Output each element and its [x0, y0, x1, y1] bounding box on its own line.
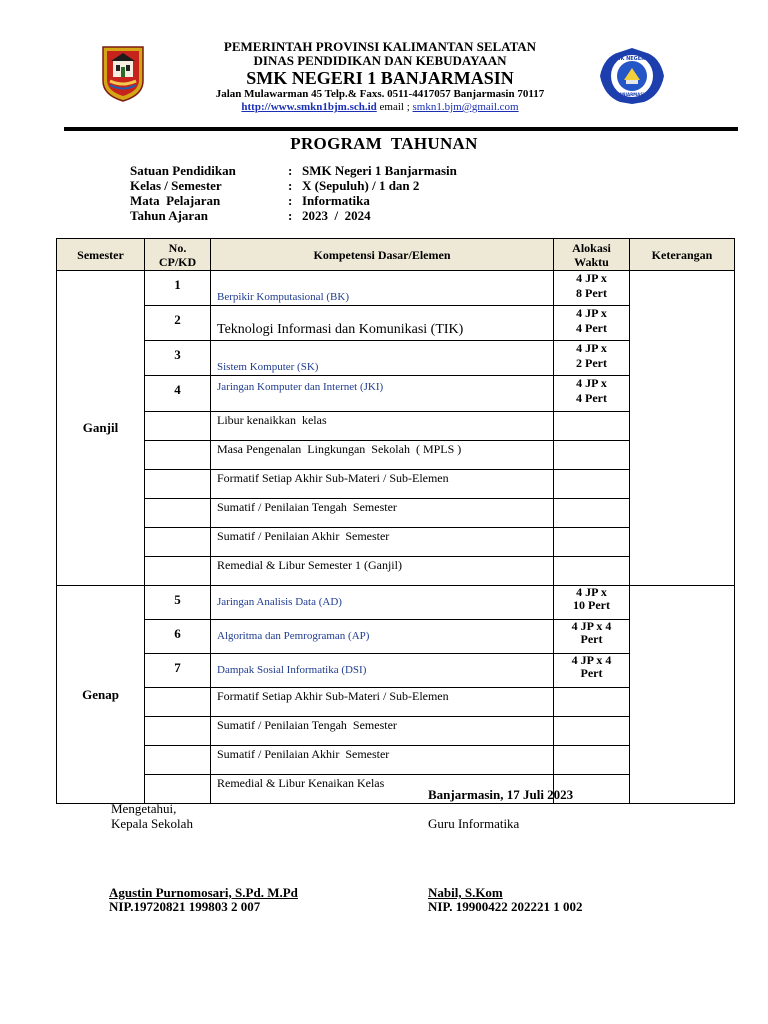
- school-address: Jalan Mulawarman 45 Telp.& Faxs. 0511-4417057 Banjarmasin 70117: [215, 88, 545, 100]
- emblem-top-text: SMK NEGERI 1: [611, 56, 653, 62]
- row-alokasi: [554, 306, 630, 341]
- row-no: 1: [145, 271, 211, 306]
- info-row: [130, 163, 457, 178]
- left-signer-name: Agustin Purnomosari, S.Pd. M.Pd: [109, 885, 298, 900]
- row-alokasi: [554, 557, 630, 586]
- row-no: 7: [145, 654, 211, 688]
- al-line2: 8 Pert: [576, 286, 607, 300]
- info-row: [130, 208, 457, 223]
- info-value: SMK Negeri 1 Banjarmasin: [302, 163, 457, 178]
- right-signer-role: Guru Informatika: [428, 816, 520, 831]
- row-no: 3: [145, 341, 211, 376]
- school-name: SMK NEGERI 1 BANJARMASIN: [246, 68, 514, 88]
- table-row: [57, 586, 735, 620]
- semester-ganjil: Ganjil: [57, 271, 145, 586]
- program-table: [56, 238, 735, 804]
- row-no: 2: [145, 306, 211, 341]
- row-kd: Formatif Setiap Akhir Sub-Materi / Sub-Elemen: [211, 688, 554, 717]
- row-alokasi: [554, 412, 630, 441]
- row-no: [145, 717, 211, 746]
- header-no-line2: CP/KD: [158, 254, 197, 269]
- info-value: X (Sepuluh) / 1 dan 2: [302, 178, 420, 193]
- row-kd: Sumatif / Penilaian Tengah Semester: [211, 499, 554, 528]
- al-line1: 4 JP x: [576, 376, 607, 390]
- left-signer-nip: NIP.19720821 199803 2 007: [109, 899, 261, 914]
- row-alokasi: [554, 717, 630, 746]
- row-no: [145, 499, 211, 528]
- right-signer-name: Nabil, S.Kom: [428, 885, 503, 900]
- header-al-line2: Waktu: [574, 254, 609, 269]
- row-alokasi: [554, 620, 630, 654]
- header-kd: Kompetensi Dasar/Elemen: [211, 239, 554, 271]
- row-no: 4: [145, 376, 211, 412]
- row-kd: Sumatif / Penilaian Tengah Semester: [211, 717, 554, 746]
- al-line1: 4 JP x: [576, 306, 607, 320]
- table-row: [57, 271, 735, 306]
- row-alokasi: [554, 688, 630, 717]
- row-no: [145, 441, 211, 470]
- info-row: [130, 193, 457, 208]
- al-line2: 2 Pert: [576, 356, 607, 370]
- row-no: [145, 412, 211, 441]
- info-value: Informatika: [302, 193, 370, 208]
- row-kd: Sumatif / Penilaian Akhir Semester: [211, 528, 554, 557]
- row-alokasi: [554, 271, 630, 306]
- header-semester: Semester: [57, 239, 145, 271]
- website-link[interactable]: http://www.smkn1bjm.sch.id: [241, 101, 377, 113]
- al-line1: 4 JP x 4: [571, 619, 612, 633]
- info-sep: :: [288, 178, 293, 193]
- row-no: [145, 688, 211, 717]
- al-line2: 4 Pert: [576, 321, 607, 335]
- header-no-line1: No.: [168, 240, 187, 255]
- row-kd: Jaringan Analisis Data (AD): [211, 586, 554, 620]
- al-line2: 10 Pert: [573, 598, 610, 612]
- header-al-line1: Alokasi: [572, 240, 611, 255]
- keterangan-ganjil: [630, 271, 735, 586]
- info-label: Tahun Ajaran: [130, 208, 208, 223]
- contact-line: [140, 102, 620, 114]
- row-alokasi: [554, 376, 630, 412]
- header-keterangan: Keterangan: [630, 239, 735, 271]
- header-line1: PEMERINTAH PROVINSI KALIMANTAN SELATAN: [223, 39, 537, 54]
- al-line1: 4 JP x: [576, 341, 607, 355]
- row-kd: Sumatif / Penilaian Akhir Semester: [211, 746, 554, 775]
- keterangan-genap: [630, 586, 735, 804]
- row-no: [145, 775, 211, 804]
- row-alokasi: [554, 441, 630, 470]
- email-link[interactable]: smkn1.bjm@gmail.com: [412, 101, 519, 113]
- info-row: [130, 178, 457, 193]
- row-kd: Libur kenaikkan kelas: [211, 412, 554, 441]
- header-line2: DINAS PENDIDIKAN DAN KEBUDAYAAN: [253, 53, 507, 68]
- row-no: [145, 528, 211, 557]
- row-kd: Formatif Setiap Akhir Sub-Materi / Sub-Elemen: [211, 470, 554, 499]
- al-line2: 4 Pert: [576, 391, 607, 405]
- row-no: 5: [145, 586, 211, 620]
- left-signer-line2: Kepala Sekolah: [111, 816, 193, 831]
- info-label: Satuan Pendidikan: [130, 163, 236, 178]
- row-kd: Masa Pengenalan Lingkungan Sekolah ( MPLS ): [211, 441, 554, 470]
- row-kd: Berpikir Komputasional (BK): [211, 271, 554, 306]
- header-no: [145, 239, 211, 271]
- row-kd: Remedial & Libur Semester 1 (Ganjil): [211, 557, 554, 586]
- row-no: 6: [145, 620, 211, 654]
- info-sep: :: [288, 163, 293, 178]
- row-alokasi: [554, 746, 630, 775]
- row-no: [145, 470, 211, 499]
- row-kd: Teknologi Informasi dan Komunikasi (TIK): [211, 306, 554, 341]
- emblem-bottom-text: BANJARMASIN: [616, 92, 648, 97]
- info-label: Kelas / Semester: [130, 178, 222, 193]
- page-title: PROGRAM TAHUNAN: [290, 134, 478, 153]
- header-divider: [64, 127, 738, 131]
- row-alokasi: [554, 470, 630, 499]
- al-line2: Pert: [580, 632, 603, 646]
- row-kd: Remedial & Libur Kenaikan Kelas: [211, 775, 554, 804]
- row-kd: Jaringan Komputer dan Internet (JKI): [211, 376, 554, 412]
- info-sep: :: [288, 208, 293, 223]
- info-sep: :: [288, 193, 293, 208]
- al-line1: 4 JP x: [576, 271, 607, 285]
- right-signer-nip: NIP. 19900422 202221 1 002: [428, 899, 583, 914]
- al-line1: 4 JP x 4: [571, 653, 612, 667]
- row-kd: Dampak Sosial Informatika (DSI): [211, 654, 554, 688]
- row-alokasi: [554, 528, 630, 557]
- row-kd: Algoritma dan Pemrograman (AP): [211, 620, 554, 654]
- semester-genap: Genap: [57, 586, 145, 804]
- place-date: Banjarmasin, 17 Juli 2023: [428, 787, 574, 802]
- info-block: [130, 163, 457, 223]
- info-label: Mata Pelajaran: [130, 193, 221, 208]
- row-alokasi: [554, 499, 630, 528]
- header-alokasi: [554, 239, 630, 271]
- row-alokasi: [554, 654, 630, 688]
- email-label: email ;: [376, 101, 413, 113]
- left-signer-line1: Mengetahui,: [111, 801, 177, 816]
- al-line1: 4 JP x: [576, 585, 607, 599]
- row-no: [145, 557, 211, 586]
- al-line2: Pert: [580, 666, 603, 680]
- row-kd: Sistem Komputer (SK): [211, 341, 554, 376]
- row-no: [145, 746, 211, 775]
- table-header-row: [57, 239, 735, 271]
- row-alokasi: [554, 341, 630, 376]
- row-alokasi: [554, 586, 630, 620]
- info-value: 2023 / 2024: [302, 208, 371, 223]
